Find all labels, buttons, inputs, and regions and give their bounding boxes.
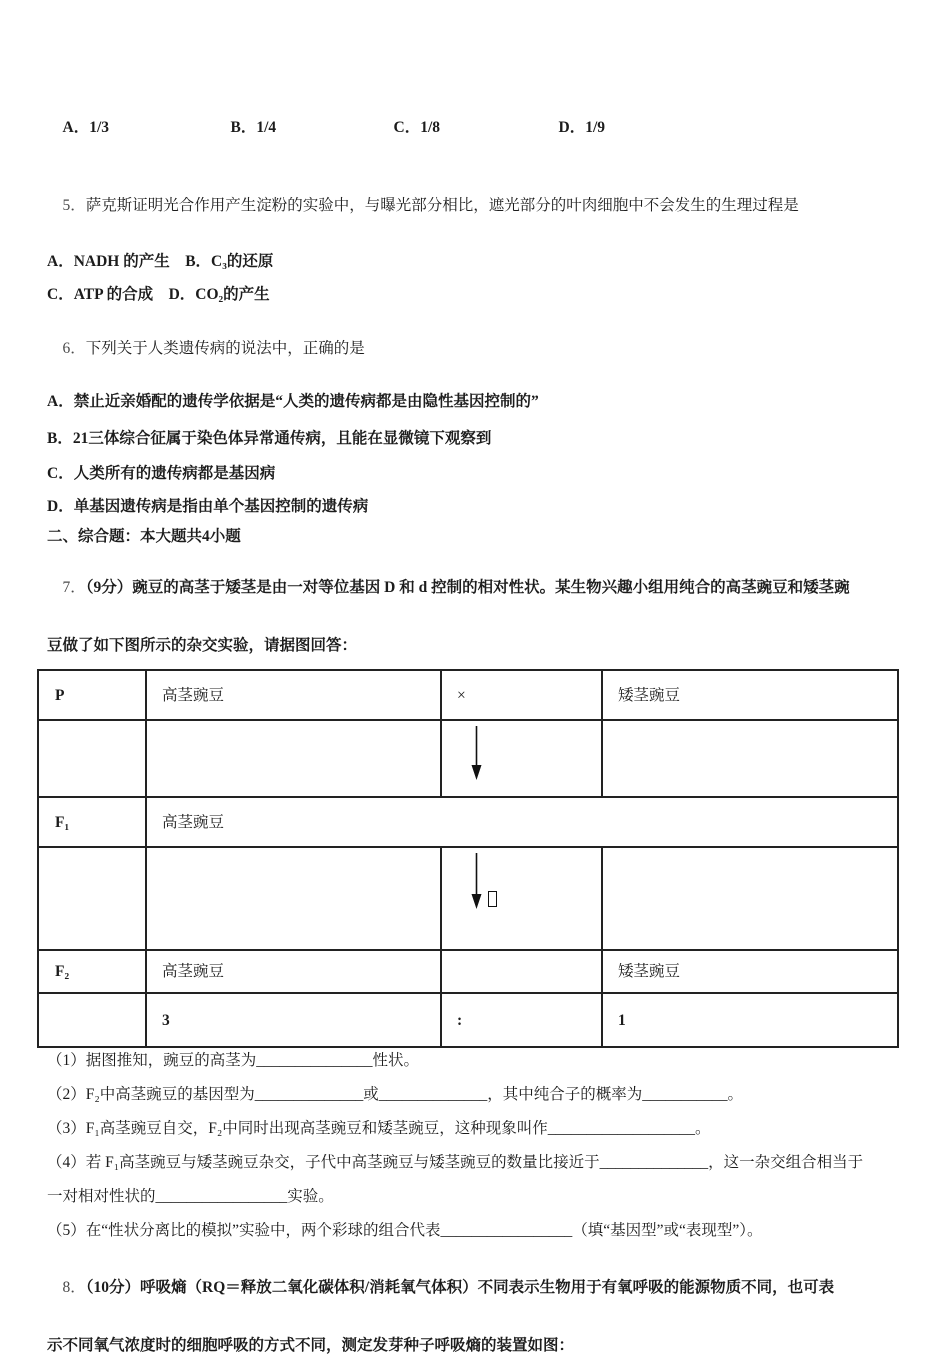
- q7-sub-2: （2）F₂中高茎豌豆的基因型为______________或______________，其中纯合子的概率为___________。: [47, 1086, 744, 1103]
- q6-number: 6．: [62, 340, 86, 357]
- q7-stem-line-2: 豆做了如下图所示的杂交实验，请据图回答：: [47, 637, 358, 654]
- table-row-f2: [38, 950, 898, 993]
- p-left-phenotype: 高茎豌豆: [146, 670, 441, 720]
- q4-option-b: B．1/4: [230, 119, 277, 136]
- empty-cell: [146, 847, 441, 950]
- p-right-phenotype: 矮茎豌豆: [602, 670, 898, 720]
- table-row-f1: [38, 797, 898, 847]
- f1-phenotype: 高茎豌豆: [146, 797, 898, 847]
- q8-stem-line-1: [47, 1256, 912, 1319]
- q7-sub-3: （3）F₁高茎豌豆自交，F₂中同时出现高茎豌豆和矮茎豌豆，这种现象叫作___________________。: [47, 1120, 711, 1137]
- q5-stem: 萨克斯证明光合作用产生淀粉的实验中，与曝光部分相比，遮光部分的叶肉细胞中不会发生的生理过程是: [85, 197, 799, 214]
- q6-stem-line: [47, 317, 912, 380]
- table-row-arrow-2: [38, 847, 898, 950]
- q6-stem: 下列关于人类遗传病的说法中，正确的是: [85, 340, 365, 357]
- arrow-cell-2: [441, 847, 602, 950]
- q7-sub-1: （1）据图推知，豌豆的高茎为_______________性状。: [47, 1052, 420, 1069]
- q8-score: （10分）: [85, 1279, 141, 1296]
- p-generation-label: P: [38, 670, 146, 720]
- q5-number: 5．: [62, 197, 86, 214]
- f2-left-phenotype: 高茎豌豆: [146, 950, 441, 993]
- empty-cell: [38, 993, 146, 1047]
- q7-stem-line-1: [47, 556, 912, 619]
- table-row-arrow-1: [38, 720, 898, 797]
- f1-generation-label: F₁: [38, 797, 146, 847]
- ratio-colon: :: [441, 993, 602, 1047]
- q8-stem-line-2: 示不同氧气浓度时的细胞呼吸的方式不同，测定发芽种子呼吸熵的装置如图：: [47, 1337, 575, 1354]
- table-row-p: [38, 670, 898, 720]
- cross-experiment-table: [37, 669, 899, 1048]
- q5-options-cd: C．ATP 的合成 D．CO₂的产生: [47, 286, 270, 303]
- down-arrow-icon: [470, 726, 593, 780]
- f2-right-phenotype: 矮茎豌豆: [602, 950, 898, 993]
- q8-stem-part1: 呼吸熵（RQ＝释放二氧化碳体积/消耗氧气体积）不同表示生物用于有氧呼吸的能源物质不同，也可表: [140, 1279, 835, 1296]
- q7-sub-4-line-2: 一对相对性状的_________________实验。: [47, 1188, 334, 1205]
- cross-symbol: ×: [441, 670, 602, 720]
- empty-cell: [602, 720, 898, 797]
- ratio-left-value: 3: [146, 993, 441, 1047]
- empty-cell: [602, 847, 898, 950]
- q7-score: （9分）: [85, 579, 133, 596]
- f2-generation-label: F₂: [38, 950, 146, 993]
- table-row-ratio: [38, 993, 898, 1047]
- missing-glyph-box-icon: [488, 891, 497, 907]
- q6-option-c: C．人类所有的遗传病都是基因病: [47, 465, 276, 482]
- q6-option-b: B．21三体综合征属于染色体异常通传病，且能在显微镜下观察到: [47, 430, 492, 447]
- q4-option-d: D．1/9: [558, 119, 606, 136]
- empty-cell: [38, 847, 146, 950]
- q7-sub-5: （5）在“性状分离比的模拟”实验中，两个彩球的组合代表_________________（填“基因型”或“表现型”）。: [47, 1222, 763, 1239]
- section-2-title: 二、综合题：本大题共4小题: [47, 528, 241, 545]
- empty-cell: [38, 720, 146, 797]
- q6-option-d: D．单基因遗传病是指由单个基因控制的遗传病: [47, 498, 369, 515]
- arrow-cell-1: [441, 720, 602, 797]
- q4-option-c: C．1/8: [393, 119, 441, 136]
- empty-cell: [441, 950, 602, 993]
- q7-stem-part1: 豌豆的高茎于矮茎是由一对等位基因 D 和 d 控制的相对性状。某生物兴趣小组用纯合的高茎豌豆和矮茎豌: [132, 579, 850, 596]
- q5-stem-line: [47, 174, 912, 237]
- q4-options-row: [47, 96, 912, 159]
- down-arrow-icon: [470, 853, 593, 909]
- q4-option-a: A．1/3: [62, 119, 110, 136]
- q7-sub-4-line-1: （4）若 F₁高茎豌豆与矮茎豌豆杂交，子代中高茎豌豆与矮茎豌豆的数量比接近于______________，这一杂交组合相当于: [47, 1154, 864, 1171]
- ratio-right-value: 1: [602, 993, 898, 1047]
- q6-option-a: A．禁止近亲婚配的遗传学依据是“人类的遗传病都是由隐性基因控制的”: [47, 393, 539, 410]
- q8-number: 8．: [62, 1279, 86, 1296]
- q5-options-ab: A．NADH 的产生 B．C₃的还原: [47, 253, 274, 270]
- q7-number: 7．: [62, 579, 86, 596]
- empty-cell: [146, 720, 441, 797]
